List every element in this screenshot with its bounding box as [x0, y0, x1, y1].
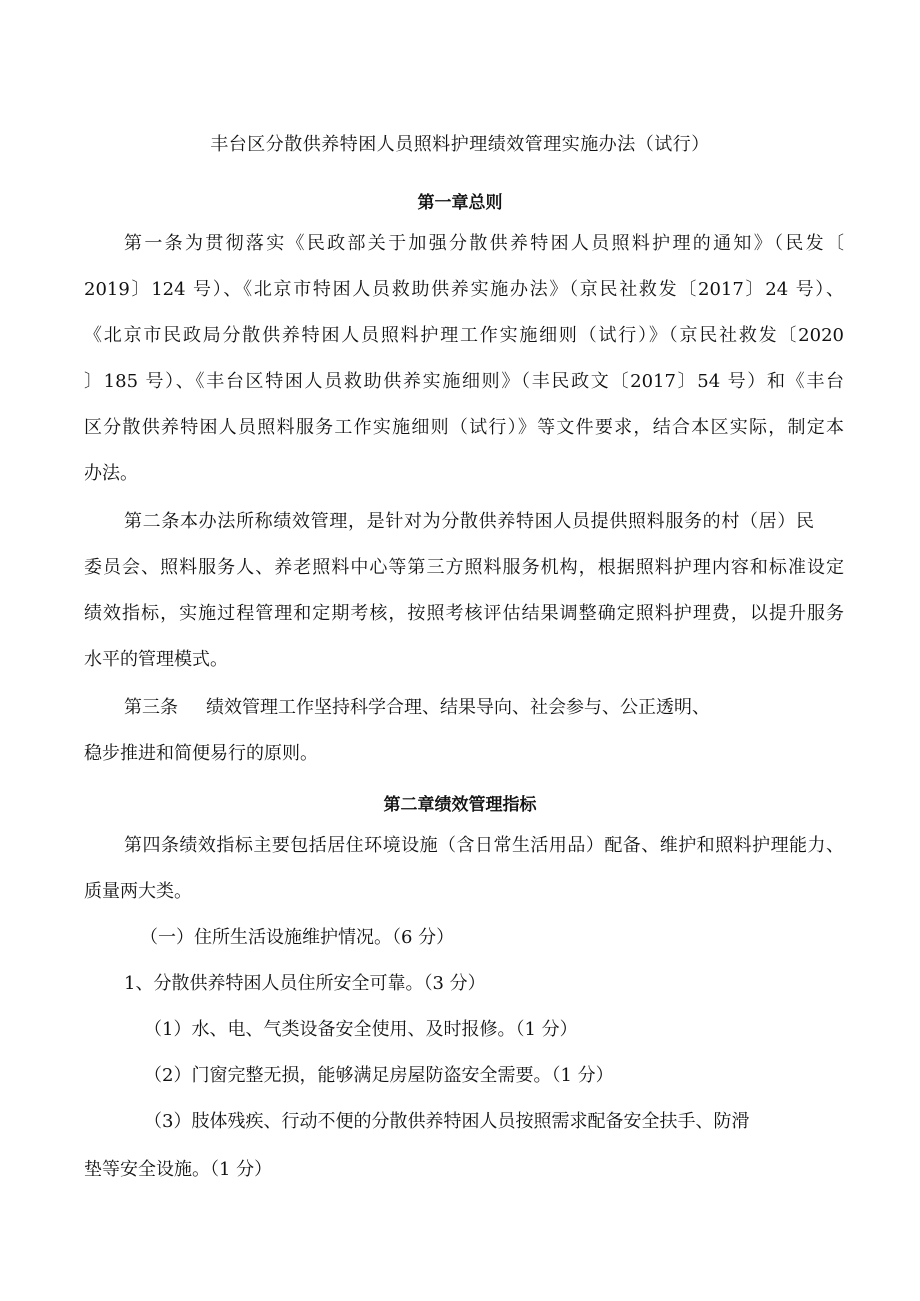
paragraph-line: 第一条为贯彻落实《民政部关于加强分散供养特困人员照料护理的通知》（民发〔 [124, 233, 844, 254]
paragraph-line: 绩效指标，实施过程管理和定期考核，按照考核评估结果调整确定照料护理费，以提升服务 [84, 603, 844, 624]
paragraph-line: 稳步推进和简便易行的原则。 [84, 743, 318, 764]
paragraph-line: 办法。 [84, 463, 138, 484]
article-label: 第三条 [124, 697, 178, 718]
paragraph-line: 第二条本办法所称绩效管理，是针对为分散供养特困人员提供照料服务的村（居）民 [124, 511, 814, 532]
paragraph-line: 《北京市民政局分散供养特困人员照料护理工作实施细则（试行）》（京民社救发〔2020 [84, 325, 844, 346]
list-item: （2）门窗完整无损，能够满足房屋防盗安全需要。（1 分） [144, 1065, 614, 1086]
list-item: （一）住所生活设施维护情况。（6 分） [140, 927, 455, 948]
paragraph-line: 2019〕124 号）、《北京市特困人员救助供养实施办法》（京民社救发〔2017〕24 号）、 [84, 279, 844, 300]
paragraph-line: 第四条绩效指标主要包括居住环境设施（含日常生活用品）配备、维护和照料护理能力、 [124, 835, 844, 856]
paragraph-line: 〕185 号）、《丰台区特困人员救助供养实施细则》（丰民政文〔2017〕54 号）和《丰台 [84, 371, 844, 392]
list-item: （3）肢体残疾、行动不便的分散供养特困人员按照需求配备安全扶手、防滑 [144, 1111, 750, 1132]
chapter-heading: 第二章绩效管理指标 [383, 795, 537, 815]
paragraph-line: 区分散供养特困人员照料服务工作实施细则（试行）》等文件要求，结合本区实际，制定本 [84, 417, 844, 438]
document-title: 丰台区分散供养特困人员照料护理绩效管理实施办法（试行） [210, 134, 710, 155]
list-item: 1、分散供养特困人员住所安全可靠。（3 分） [124, 973, 486, 994]
paragraph-line: 委员会、照料服务人、养老照料中心等第三方照料服务机构，根据照料护理内容和标准设定 [84, 557, 844, 578]
paragraph-line: 水平的管理模式。 [84, 649, 228, 670]
paragraph-line: 绩效管理工作坚持科学合理、结果导向、社会参与、公正透明、 [206, 697, 710, 718]
paragraph-line: 垫等安全设施。（1 分） [84, 1159, 273, 1180]
chapter-heading: 第一章总则 [417, 193, 503, 213]
paragraph-line: 质量两大类。 [84, 881, 192, 902]
list-item: （1）水、电、气类设备安全使用、及时报修。（1 分） [144, 1019, 578, 1040]
